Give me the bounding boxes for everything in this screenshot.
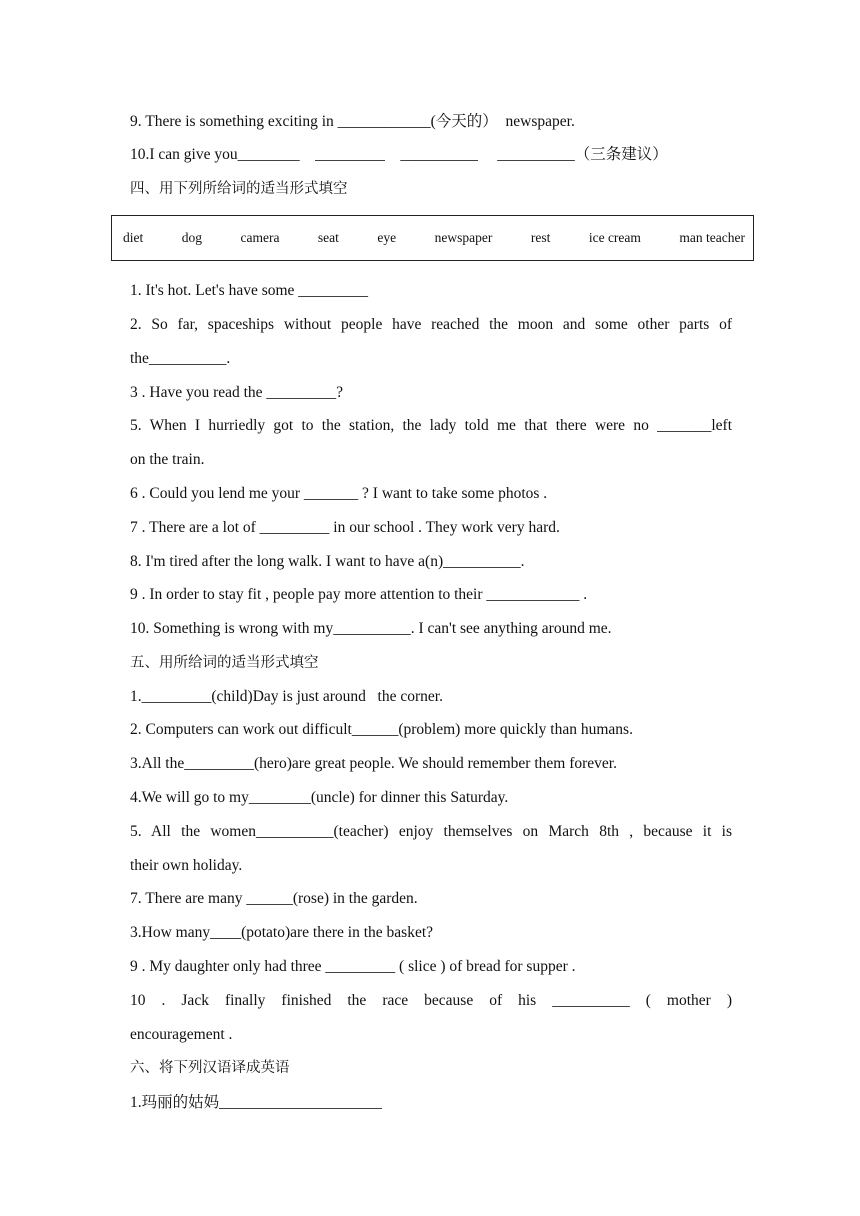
line-s4-q8: 8. I'm tired after the long walk. I want to have a(n)__________.	[130, 553, 525, 570]
line-s4-q3: 3 . Have you read the _________?	[130, 384, 344, 401]
line-s3-q9: 9. There is something exciting in ____________(今天的） newspaper.	[130, 113, 575, 130]
word-dog: dog	[181, 230, 202, 245]
line-s4-q5-cont: on the train.	[130, 451, 205, 468]
line-s5-q3: 3.All the_________(hero)are great people. We should remember them forever.	[130, 755, 617, 772]
word-rest: rest	[530, 230, 551, 245]
word-camera: camera	[240, 230, 280, 245]
line-s5-q10-cont: encouragement .	[130, 1026, 233, 1043]
word-diet: diet	[123, 230, 144, 245]
line-s5-q1: 1._________(child)Day is just around the corner.	[130, 688, 443, 705]
word-eye: eye	[377, 230, 397, 245]
word-ice-cream: ice cream	[588, 230, 641, 245]
line-s4-q1: 1. It's hot. Let's have some _________	[130, 282, 369, 299]
word-newspaper: newspaper	[434, 230, 493, 245]
line-s6-q1: 1.玛丽的姑妈_____________________	[130, 1094, 382, 1111]
section-6-heading: 六、将下列汉语译成英语	[130, 1060, 290, 1076]
line-s4-q2: 2. So far, spaceships without people have reached the moon and some other parts of	[130, 316, 732, 333]
line-s5-q5: 5. All the women__________(teacher) enjoy themselves on March 8th , because it is	[130, 823, 732, 840]
line-s4-q9: 9 . In order to stay fit , people pay more attention to their ____________ .	[130, 586, 588, 603]
line-s4-q7: 7 . There are a lot of _________ in our school . They work very hard.	[130, 519, 560, 536]
line-s5-q3b: 3.How many____(potato)are there in the basket?	[130, 924, 434, 941]
line-s5-q10: 10 . Jack finally finished the race because of his __________ ( mother )	[130, 992, 732, 1009]
section-4-heading: 四、用下列所给词的适当形式填空	[130, 181, 348, 197]
line-s4-q2-cont: the__________.	[130, 350, 231, 367]
word-seat: seat	[317, 230, 339, 245]
word-man-teacher: man teacher	[679, 230, 745, 245]
line-s4-q5: 5. When I hurriedly got to the station, the lady told me that there were no _______left	[130, 417, 732, 434]
line-s5-q2: 2. Computers can work out difficult______(problem) more quickly than humans.	[130, 721, 633, 738]
line-s4-q10: 10. Something is wrong with my__________. I can't see anything around me.	[130, 620, 612, 637]
line-s3-q10: 10.I can give you________ _________ __________ __________（三条建议）	[130, 146, 668, 163]
line-s5-q7: 7. There are many ______(rose) in the garden.	[130, 890, 418, 907]
line-s5-q5-cont: their own holiday.	[130, 857, 243, 874]
line-s4-q6: 6 . Could you lend me your _______ ? I want to take some photos .	[130, 485, 548, 502]
word-box	[111, 215, 754, 261]
line-s5-q9: 9 . My daughter only had three _________ ( slice ) of bread for supper .	[130, 958, 576, 975]
line-s5-q4: 4.We will go to my________(uncle) for dinner this Saturday.	[130, 789, 509, 806]
section-5-heading: 五、用所给词的适当形式填空	[130, 655, 319, 671]
